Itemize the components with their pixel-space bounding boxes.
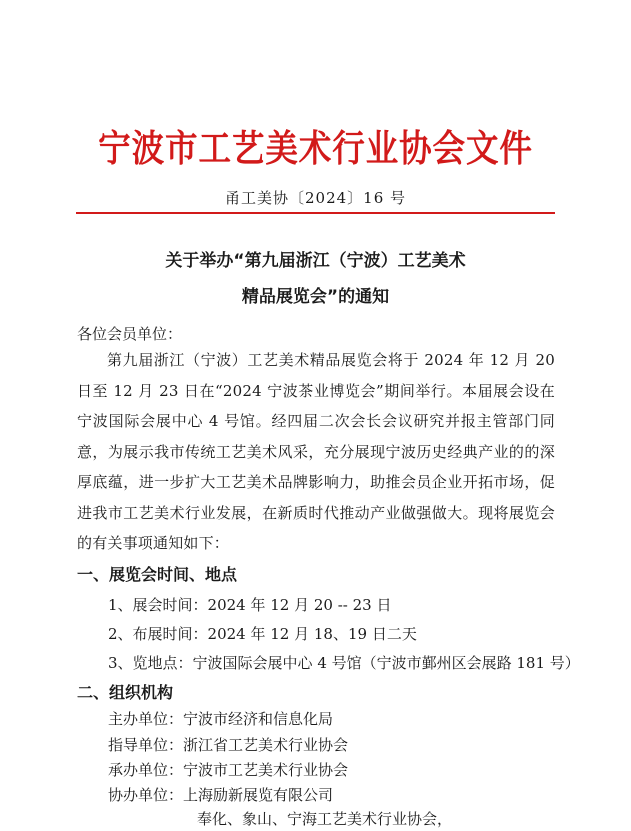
list-item-organizer: 承办单位：宁波市工艺美术行业协会 [108, 761, 349, 779]
section-heading-time-place: 一、展览会时间、地点 [77, 565, 238, 584]
list-item-co-organizer-continued: 奉化、象山、宁海工艺美术行业协会， [197, 810, 453, 828]
notice-title-line1: 关于举办“第九届浙江（宁波）工艺美术 [165, 251, 466, 271]
list-item-host: 主办单位：宁波市经济和信息化局 [108, 710, 334, 728]
list-item-setup-time: 2、布展时间：2024 年 12 月 18、19 日二天 [108, 625, 417, 643]
body-paragraph: 第九届浙江（宁波）工艺美术精品展览会将于 2024 年 12 月 20 日至 12 月 23 日在“2024 宁波茶业博览会”期间举行。本届展会设在宁波国际会展中心 4 号馆。经四届二次会长会议研究并报主管部门同意，为展示我市传统工艺美术风采，充分展现宁波历史经典产业的的深厚底蕴，进一步扩大工艺美术品牌影响力，助推会员企业开拓市场，促进我市工艺美术行业发展，在新质时代推动产业做强做大。现将展览会的有关事项通知如下： [77, 351, 555, 552]
red-divider [76, 212, 555, 214]
list-item-co-organizer: 协办单位：上海励新展览有限公司 [108, 786, 334, 804]
salutation: 各位会员单位： [77, 325, 183, 343]
list-item-venue: 3、览地点：宁波国际会展中心 4 号馆（宁波市鄞州区会展路 181 号） [108, 654, 580, 672]
section-heading-organization: 二、组织机构 [77, 683, 174, 702]
issuer-title: 宁波市工艺美术行业协会文件 [98, 126, 533, 170]
list-item-guide: 指导单位：浙江省工艺美术行业协会 [108, 736, 349, 754]
document-number: 甬工美协〔2024〕16 号 [224, 189, 407, 207]
notice-title-line2: 精品展览会”的通知 [241, 287, 390, 307]
list-item-exhibition-time: 1、展会时间：2024 年 12 月 20 -- 23 日 [108, 596, 392, 614]
